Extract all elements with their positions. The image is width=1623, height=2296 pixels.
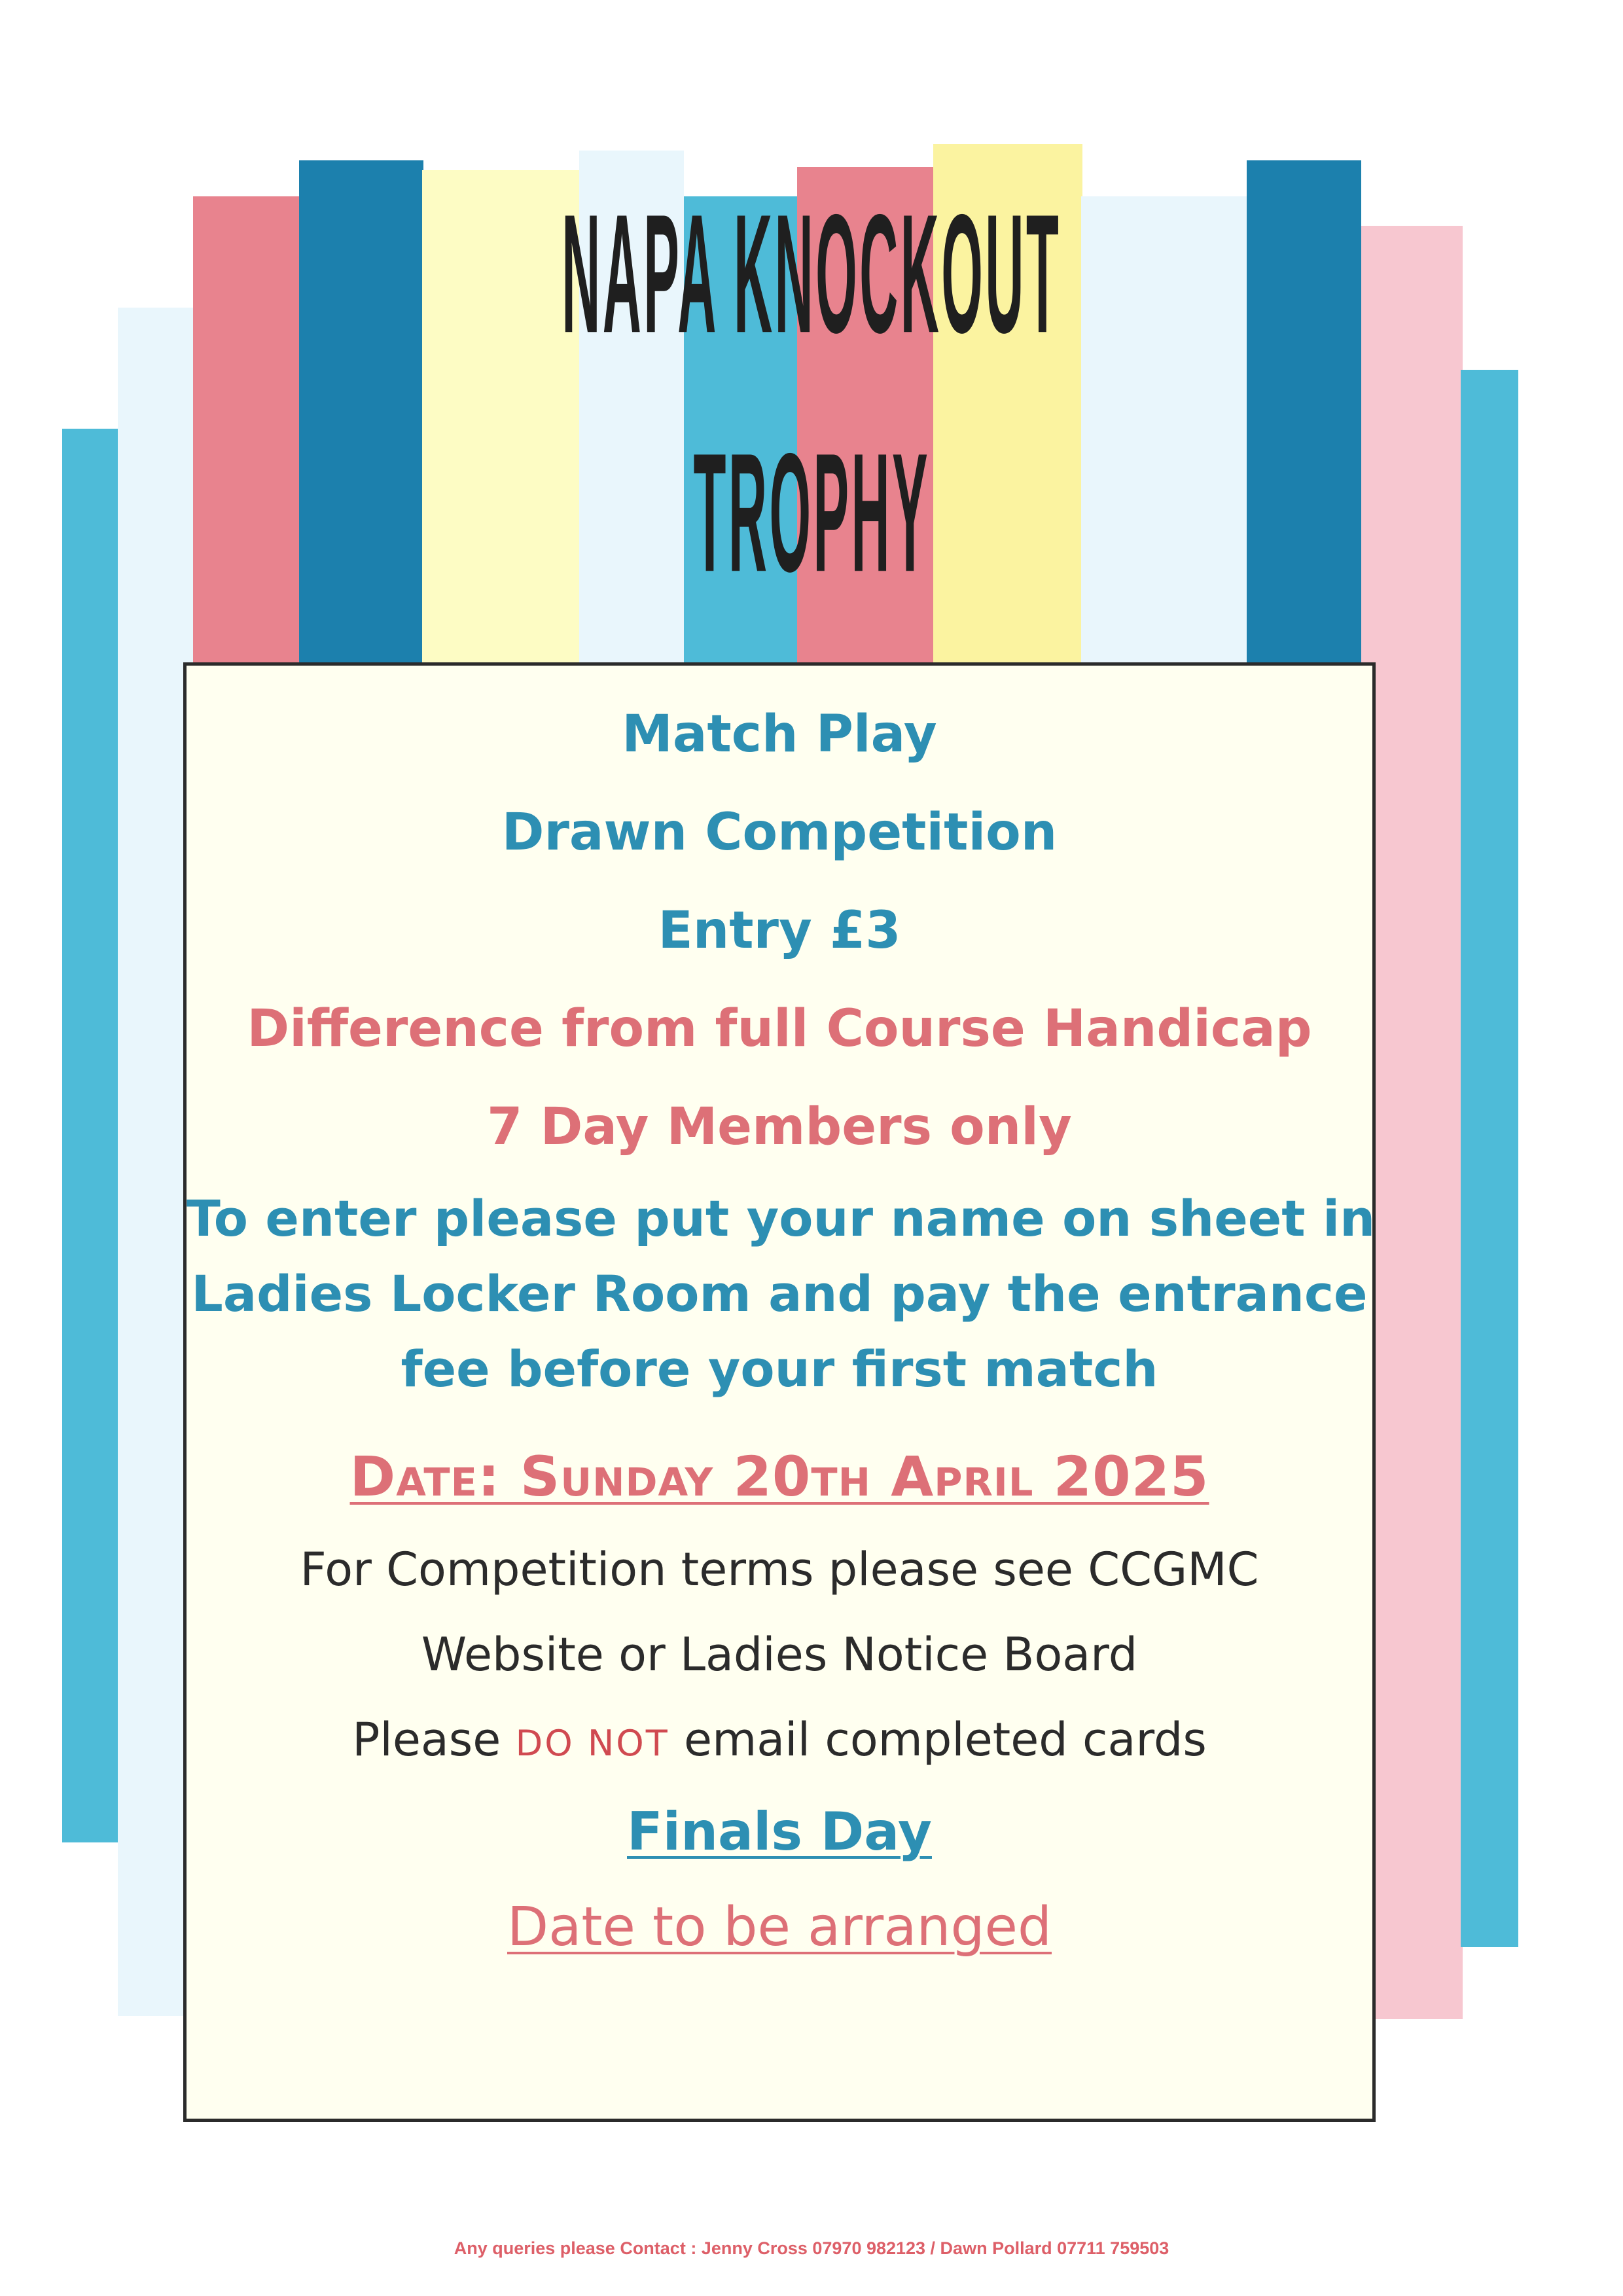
handicap-text: Difference from full Course Handicap bbox=[247, 999, 1312, 1058]
do-not-text: DO NOT bbox=[515, 1723, 669, 1764]
contact-footer: Any queries please Contact : Jenny Cross 07970 982123 / Dawn Pollard 07711 759503 bbox=[454, 2238, 1169, 2258]
stripe-cyan-right bbox=[1461, 370, 1518, 1947]
enter-instructions-line-3: fee before your first match bbox=[401, 1340, 1158, 1398]
finals-date bbox=[187, 1896, 1372, 1958]
finals-date-text: Date to be arranged bbox=[507, 1896, 1052, 1958]
info-panel bbox=[183, 662, 1376, 2122]
terms-line-1: For Competition terms please see CCGMC bbox=[300, 1543, 1259, 1596]
match-play-text: Match Play bbox=[622, 705, 937, 764]
cards-notice-suffix: email completed cards bbox=[684, 1713, 1207, 1767]
competition-date bbox=[187, 1444, 1372, 1509]
cards-notice-prefix: Please bbox=[352, 1713, 501, 1767]
enter-instructions-line-2: Ladies Locker Room and pay the entrance bbox=[191, 1265, 1368, 1323]
terms-line-2: Website or Ladies Notice Board bbox=[421, 1628, 1138, 1681]
finals-day-text: Finals Day bbox=[627, 1801, 932, 1862]
finals-day-heading bbox=[187, 1801, 1372, 1862]
cards-notice bbox=[187, 1713, 1372, 1767]
entry-fee-text: Entry £3 bbox=[658, 901, 901, 960]
title-text-2: TROPHY bbox=[693, 418, 930, 607]
title-line-2 bbox=[0, 418, 1623, 607]
title-text-1: NAPA KNOCKOUT bbox=[562, 179, 1061, 368]
title-line-1 bbox=[0, 179, 1623, 368]
drawn-competition-text: Drawn Competition bbox=[501, 803, 1058, 862]
members-text: 7 Day Members only bbox=[487, 1098, 1072, 1157]
stripe-cyan-left bbox=[62, 429, 118, 1842]
enter-instructions-line-1: To enter please put your name on sheet in bbox=[187, 1189, 1376, 1247]
competition-date-text: Date: Sunday 20th April 2025 bbox=[349, 1444, 1209, 1509]
